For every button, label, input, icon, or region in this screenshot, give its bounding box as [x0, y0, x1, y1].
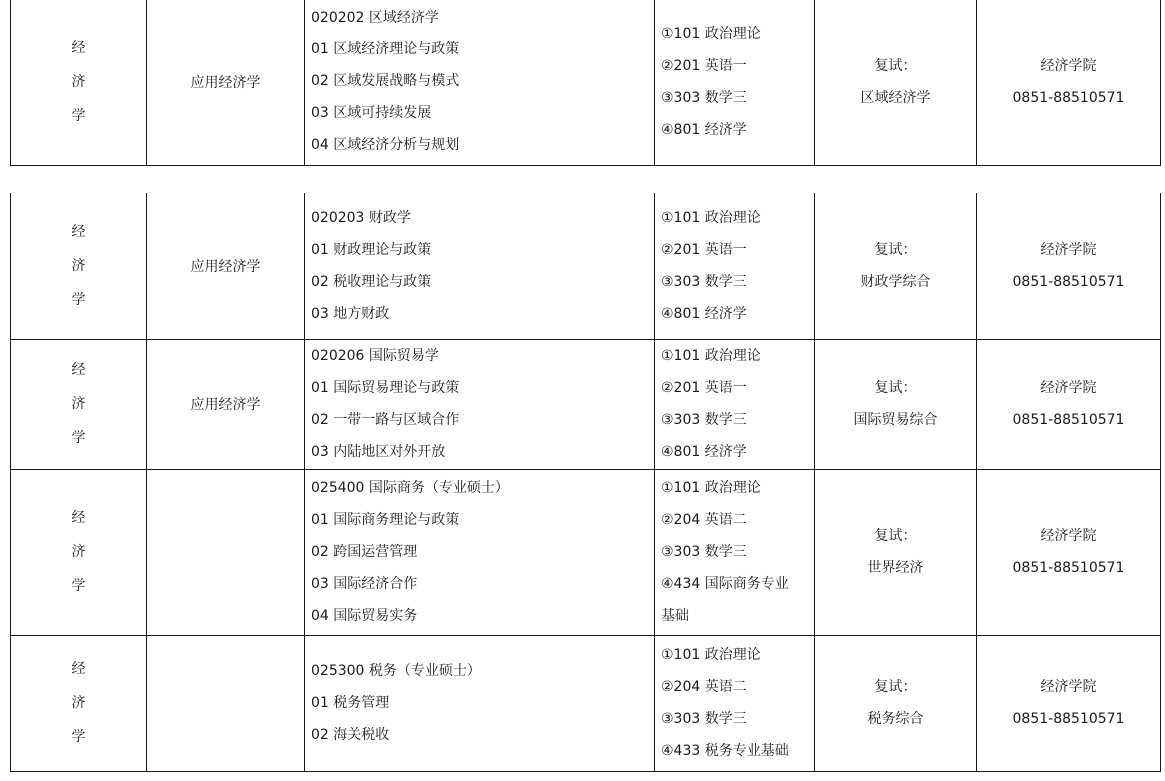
phone-number: 0851-88510571 [1012, 273, 1125, 290]
category-cell [11, 339, 147, 469]
exam-cell [655, 193, 815, 339]
contact-cell [977, 0, 1161, 165]
category-char: 济 [71, 257, 86, 274]
program-cell [305, 635, 655, 771]
program-line: 01 财政理论与政策 [311, 241, 432, 258]
program-line: 01 国际商务理论与政策 [311, 512, 460, 528]
category-char: 济 [71, 544, 86, 560]
program-line: 04 区域经济分析与规划 [311, 137, 460, 154]
retest-subject: 税务综合 [867, 711, 924, 727]
retest-cell [815, 193, 977, 339]
table-row [11, 339, 1161, 469]
exam-line: ②204 英语二 [661, 679, 747, 695]
subject-cell [147, 469, 305, 635]
program-table-part-2 [10, 193, 1161, 772]
program-line: 02 税收理论与政策 [311, 273, 432, 290]
category-char: 经 [71, 40, 86, 57]
table-row [11, 193, 1161, 339]
exam-line: ①101 政治理论 [661, 480, 761, 496]
contact-cell [977, 193, 1161, 339]
retest-subject: 区域经济学 [860, 90, 931, 107]
exam-line: 基础 [661, 608, 689, 624]
category-char: 学 [71, 729, 86, 745]
exam-line: ④433 税务专业基础 [661, 743, 789, 759]
exam-cell [655, 635, 815, 771]
category-cell [11, 469, 147, 635]
exam-line: ①101 政治理论 [661, 348, 761, 364]
exam-line: ③303 数学三 [661, 412, 747, 428]
program-line: 020203 财政学 [311, 209, 411, 226]
program-cell [305, 469, 655, 635]
category-char: 学 [71, 291, 86, 308]
retest-subject: 国际贸易综合 [853, 412, 938, 428]
retest-subject: 世界经济 [867, 560, 924, 576]
phone-number: 0851-88510571 [1012, 412, 1125, 428]
program-line: 025400 国际商务（专业硕士） [311, 480, 509, 496]
exam-line: ②201 英语一 [661, 380, 747, 396]
phone-number: 0851-88510571 [1012, 90, 1125, 107]
exam-line: ①101 政治理论 [661, 26, 761, 43]
category-char: 经 [71, 510, 86, 526]
program-line: 02 一带一路与区域合作 [311, 412, 460, 428]
college-name: 经济学院 [1040, 241, 1097, 258]
contact-cell [977, 469, 1161, 635]
program-line: 02 区域发展战略与模式 [311, 73, 460, 90]
exam-line: ④801 经济学 [661, 305, 747, 322]
exam-line: ③303 数学三 [661, 711, 747, 727]
retest-cell [815, 0, 977, 165]
exam-line: ③303 数学三 [661, 544, 747, 560]
program-line: 02 海关税收 [311, 727, 390, 743]
program-line: 03 区域可持续发展 [311, 105, 432, 122]
program-cell [305, 193, 655, 339]
exam-line: ④434 国际商务专业 [661, 576, 789, 592]
category-char: 学 [71, 430, 86, 446]
retest-cell [815, 635, 977, 771]
category-cell [11, 0, 147, 165]
program-cell [305, 0, 655, 165]
retest-cell [815, 469, 977, 635]
program-line: 01 国际贸易理论与政策 [311, 380, 460, 396]
subject-cell: 应用经济学 [147, 339, 305, 469]
category-char: 济 [71, 74, 86, 91]
exam-line: ②201 英语一 [661, 58, 747, 75]
program-line: 02 跨国运营管理 [311, 544, 418, 560]
table-row [11, 469, 1161, 635]
retest-cell [815, 339, 977, 469]
retest-subject: 财政学综合 [860, 273, 931, 290]
program-line: 020202 区域经济学 [311, 10, 439, 27]
category-char: 经 [71, 223, 86, 240]
exam-line: ②204 英语二 [661, 512, 747, 528]
category-char: 经 [71, 362, 86, 378]
program-line: 03 地方财政 [311, 305, 390, 322]
contact-cell [977, 339, 1161, 469]
category-cell [11, 635, 147, 771]
retest-label: 复试： [874, 58, 917, 75]
category-cell [11, 193, 147, 339]
retest-label: 复试： [874, 679, 917, 695]
subject-cell: 应用经济学 [147, 193, 305, 339]
phone-number: 0851-88510571 [1012, 711, 1125, 727]
category-char: 济 [71, 695, 86, 711]
subject-cell [147, 635, 305, 771]
college-name: 经济学院 [1040, 528, 1097, 544]
category-char: 经 [71, 661, 86, 677]
program-line: 01 税务管理 [311, 695, 390, 711]
exam-line: ③303 数学三 [661, 90, 747, 107]
category-char: 济 [71, 396, 86, 412]
program-line: 03 内陆地区对外开放 [311, 444, 446, 460]
college-name: 经济学院 [1040, 380, 1097, 396]
exam-cell [655, 339, 815, 469]
category-char: 学 [71, 578, 86, 594]
exam-line: ④801 经济学 [661, 444, 747, 460]
subject-cell: 应用经济学 [147, 0, 305, 165]
program-line: 01 区域经济理论与政策 [311, 41, 460, 58]
program-line: 04 国际贸易实务 [311, 608, 418, 624]
contact-cell [977, 635, 1161, 771]
table-row [11, 0, 1161, 165]
phone-number: 0851-88510571 [1012, 560, 1125, 576]
exam-line: ④801 经济学 [661, 122, 747, 139]
retest-label: 复试： [874, 380, 917, 396]
exam-line: ①101 政治理论 [661, 647, 761, 663]
exam-cell [655, 469, 815, 635]
college-name: 经济学院 [1040, 58, 1097, 75]
program-line: 03 国际经济合作 [311, 576, 418, 592]
exam-cell [655, 0, 815, 165]
exam-line: ①101 政治理论 [661, 209, 761, 226]
exam-line: ②201 英语一 [661, 241, 747, 258]
table-row [11, 635, 1161, 771]
exam-line: ③303 数学三 [661, 273, 747, 290]
retest-label: 复试： [874, 241, 917, 258]
college-name: 经济学院 [1040, 679, 1097, 695]
program-line: 020206 国际贸易学 [311, 348, 439, 364]
category-char: 学 [71, 108, 86, 125]
program-table-part-1 [10, 0, 1161, 166]
retest-label: 复试： [874, 528, 917, 544]
program-line: 025300 税务（专业硕士） [311, 663, 481, 679]
program-cell [305, 339, 655, 469]
